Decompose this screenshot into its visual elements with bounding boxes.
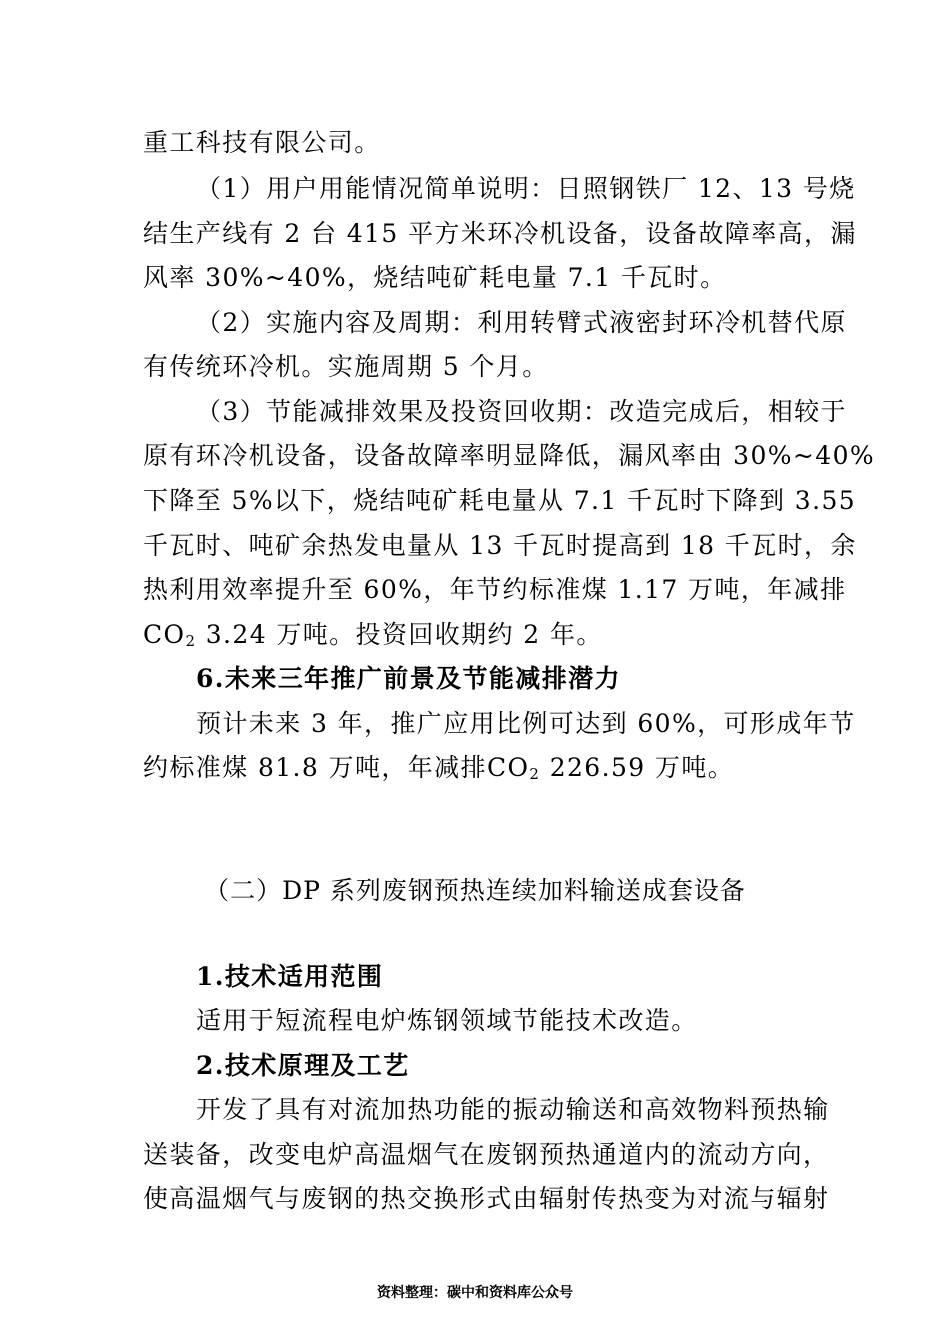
- item3-line5: 热利用效率提升至 60%，年节约标准煤 1.17 万吨，年减排: [143, 575, 847, 604]
- item3-line4: 千瓦时、吨矿余热发电量从 13 千瓦时提高到 18 千瓦时，余: [143, 531, 857, 560]
- tech-scope-line1: 适用于短流程电炉炼钢领域节能技术改造。: [196, 1006, 698, 1035]
- continuation-line: 重工科技有限公司。: [143, 128, 381, 157]
- item3-line1: （3）节能减排效果及投资回收期：改造完成后，相较于: [196, 397, 847, 426]
- tech-principle-line3: 使高温烟气与废钢的热交换形式由辐射传热变为对流与辐射: [143, 1184, 830, 1213]
- item1-line2: 结生产线有 2 台 415 平方米环冷机设备，设备故障率高，漏: [143, 219, 857, 248]
- tech-principle-line1: 开发了具有对流加热功能的振动输送和高效物料预热输: [196, 1095, 830, 1124]
- item3-line6: [143, 620, 813, 650]
- tech-principle-line2: 送装备，改变电炉高温烟气在废钢预热通道内的流动方向，: [143, 1140, 830, 1169]
- section6-line2-text: 约标准煤 81.8 万吨，年减排CO: [143, 753, 530, 782]
- co2-formula: CO: [143, 620, 186, 649]
- section6-line1: 预计未来 3 年，推广应用比例可达到 60%，可形成年节: [196, 709, 856, 738]
- page-footer: 资料整理：碳中和资料库公众号: [377, 1285, 573, 1301]
- co2-subscript: 2: [185, 632, 197, 650]
- tech-scope-heading: 1.技术适用范围: [196, 962, 384, 991]
- co2-subscript: 2: [529, 765, 541, 783]
- section6-heading: 6.未来三年推广前景及节能减排潜力: [196, 664, 621, 693]
- item1-line1: （1）用户用能情况简单说明：日照钢铁厂 12、13 号烧: [196, 174, 856, 203]
- item3-line3: 下降至 5%以下，烧结吨矿耗电量从 7.1 千瓦时下降到 3.55: [143, 486, 857, 515]
- item2-line2: 有传统环冷机。实施周期 5 个月。: [143, 352, 549, 381]
- item2-line1: （2）实施内容及周期：利用转臂式液密封环冷机替代原: [196, 308, 847, 337]
- item3-line2: 原有环冷机设备，设备故障率明显降低，漏风率由 30%~40%: [143, 441, 876, 470]
- section-title: （二）DP 系列废钢预热连续加料输送成套设备: [204, 876, 746, 905]
- item3-line6-text: 3.24 万吨。投资回收期约 2 年。: [196, 620, 603, 649]
- section6-line2-rest: 226.59 万吨。: [540, 753, 735, 782]
- tech-principle-heading: 2.技术原理及工艺: [196, 1051, 410, 1080]
- item1-line3: 风率 30%~40%，烧结吨矿耗电量 7.1 千瓦时。: [143, 263, 727, 292]
- section6-line2: [143, 753, 813, 783]
